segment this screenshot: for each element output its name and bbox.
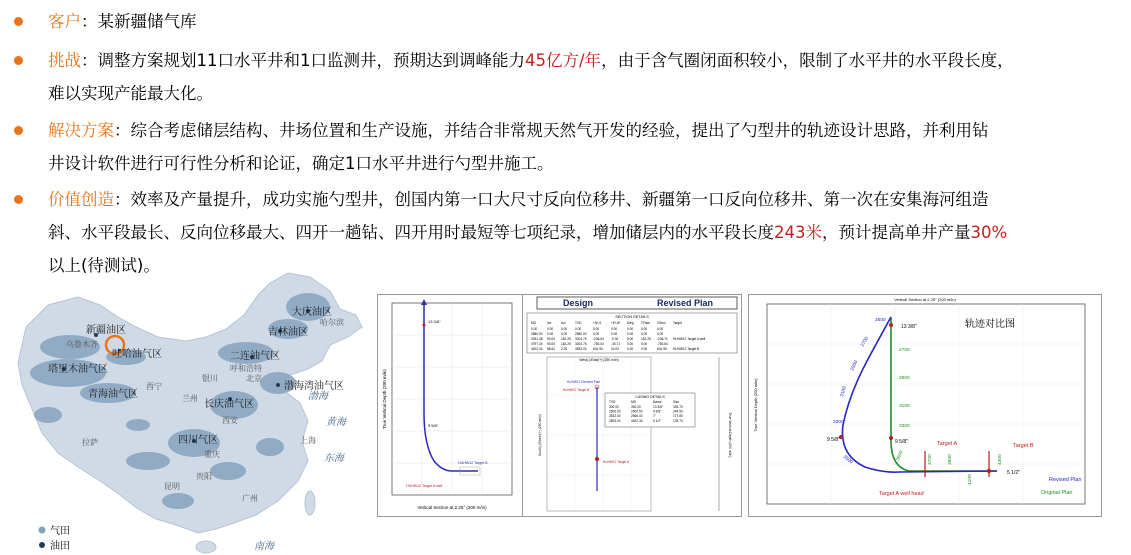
casing-cell: 4402.34 <box>631 418 643 423</box>
label-changqing: 长庆油气区 <box>204 399 254 410</box>
plot1-svg <box>378 295 523 516</box>
casing-cell: 139.70 <box>673 418 683 423</box>
value-label: 价值创造 <box>48 190 114 209</box>
label-qinghai: 青海油气区 <box>88 389 138 400</box>
bullet-dot <box>14 17 23 26</box>
plan-view-target-a-label: HUHW12 Target A <box>603 460 629 464</box>
section-cell: HUHW12 Target B <box>673 347 700 351</box>
section-cell: 0.00 <box>611 327 618 331</box>
casing-cell: 13 3/8" <box>653 405 663 409</box>
section-cell: 604.96 <box>657 347 667 351</box>
section-cell: 2880.00 <box>575 332 587 336</box>
capacity-highlight: 45亿方/年 <box>525 51 602 70</box>
label-target-b: Target B <box>1013 443 1034 449</box>
section-cell: 604.50 <box>593 347 603 351</box>
legend-gas-label: 气田 <box>50 526 70 537</box>
casing-cell: 7" <box>653 414 656 419</box>
section-cell: 5.00 <box>627 337 634 341</box>
legend-oil-swatch <box>39 542 45 548</box>
section-cell: 0.00 <box>593 332 600 336</box>
plot1-casing-top-marker <box>423 324 426 327</box>
section-cell: 90.00 <box>547 337 555 341</box>
label-sea-huanghai: 黄海 <box>326 417 346 428</box>
label-urumqi: 乌鲁木齐 <box>66 340 98 349</box>
casing-cell: 300.00 <box>631 405 641 409</box>
md-3700: 3700 <box>928 454 933 465</box>
section-cell: 0.00 <box>641 342 648 346</box>
section-cell: -9.30 <box>611 337 619 341</box>
plot2-revised-title: Revised Plan <box>657 298 714 308</box>
label-kunming: 昆明 <box>164 482 180 491</box>
label-wellhead: Target A well head <box>879 491 924 497</box>
section-cell: -30.71 <box>611 342 621 346</box>
section-cell: 0.00 <box>531 327 538 331</box>
section-cell: 3204.76 <box>575 337 587 341</box>
casing-marker-mid-original <box>889 436 893 440</box>
label-haerbin: 哈尔滨 <box>320 318 344 327</box>
label-bohaiwan: 渤海湾油气区 <box>284 381 344 392</box>
section-col-header: VSect <box>657 321 666 325</box>
section-col-header: Dleg <box>627 321 634 325</box>
label-erlian: 二连油气区 <box>230 351 280 362</box>
label-xinjiang: 新疆油区 <box>86 325 126 336</box>
label-huhehaote: 呼和浩特 <box>230 364 262 373</box>
casing-cell: 2500.00 <box>631 409 643 414</box>
label-tarim: 塔里木油气区 <box>48 364 108 375</box>
map-svg <box>8 265 365 555</box>
md-3500a: 3500 <box>841 454 854 466</box>
md-2700a: 2700 <box>860 336 871 348</box>
plot2-svg <box>523 295 741 516</box>
label-guangzhou: 广州 <box>242 494 258 503</box>
casing-col-header: TVD <box>609 400 616 404</box>
casing-cell: 3532.00 <box>609 414 621 419</box>
section-table-title: SECTION DETAILS <box>615 315 649 319</box>
section-cell: 182.25 <box>641 337 651 341</box>
casing-cell: 2500.00 <box>609 409 621 414</box>
section-cell: -782.04 <box>593 342 604 346</box>
legend-oil-label: 油田 <box>50 541 70 552</box>
section-cell: 0.00 <box>627 332 634 336</box>
bullet-client: 客户：某新疆储气库 <box>14 5 1124 38</box>
original-plan-trajectory <box>891 317 997 471</box>
bullet-solution: 解决方案：综合考虑储层结构、井场位置和生产设施，并结合非常规天然气开发的经验，提出了勺型井的轨迹设计思路，并利用钻 井设计软件进行可行性分析和论证，确定1口水平井进行勺型井施工。 <box>14 114 1124 180</box>
plan-view-xlabel: West(-)/East(+) (250 m/in) <box>579 358 619 362</box>
label-tuha: 吐哈油气区 <box>112 349 162 360</box>
legend-gas-swatch <box>39 527 46 534</box>
section-cell: 182.25 <box>561 337 571 341</box>
section-cell: 2880.00 <box>531 332 543 336</box>
casing-cell: 2566.00 <box>631 414 643 419</box>
md-3100b: 3100 <box>899 404 910 409</box>
section-cell: 0.00 <box>627 327 634 331</box>
plot3-header: Vertical Section at 2.25° (200 m/in) <box>894 297 956 302</box>
plot1-wellhead-marker <box>421 299 427 305</box>
section-col-header: TVD <box>575 321 582 325</box>
md-2900b: 2900 <box>899 376 910 381</box>
bullet-challenge: 挑战：调整方案规划11口水平井和1口监测井，预期达到调峰能力45亿方/年，由于含气圈闭面积较小，限制了水平井的水平段长度， 难以实现产能最大化。 <box>14 44 1124 110</box>
legend-revised: Revised Plan <box>1049 477 1082 483</box>
section-cell: 182.25 <box>561 342 571 346</box>
section-cell: -236.71 <box>657 337 668 341</box>
label-daqing: 大庆油区 <box>292 307 332 318</box>
md-3500b: 3500 <box>896 449 905 462</box>
section-cell: 0.00 <box>657 327 664 331</box>
plot1-ann-target: HUHW12 Target B <box>458 461 488 465</box>
casing-marker-top <box>889 323 893 327</box>
section-details-table <box>531 321 705 351</box>
section-cell: 0.00 <box>561 332 568 336</box>
side-tvd-label: True Vertical Depth (200 m/in) <box>728 412 732 458</box>
section-cell: 2.25 <box>561 347 568 351</box>
section-cell: 4402.34 <box>531 347 543 351</box>
bullet-dot <box>14 126 23 135</box>
percent-highlight: 30% <box>970 223 1008 242</box>
section-col-header: +E/-W <box>611 321 620 325</box>
label-xian: 西安 <box>222 416 238 425</box>
label-bottom-casing: 5 1/2" <box>1007 470 1020 476</box>
label-chongqing: 重庆 <box>204 450 220 459</box>
label-guiyang: 贵阳 <box>196 472 212 481</box>
section-cell: -236.54 <box>593 337 604 341</box>
section-cell: 0.00 <box>593 327 600 331</box>
md-3100a: 3100 <box>840 385 848 398</box>
section-cell: 0.00 <box>641 332 648 336</box>
section-cell: -782.64 <box>657 342 668 346</box>
plot3-svg <box>749 295 1101 516</box>
label-sea-nanhai: 南海 <box>254 541 274 552</box>
section-cell: 0.00 <box>657 332 664 336</box>
plot1-xlabel: Vertical Section at 2.25° (200 m/in) <box>417 505 487 510</box>
label-jilin: 吉林油区 <box>268 327 308 338</box>
label-target-a: Target A <box>937 441 958 447</box>
md-3300b: 3300 <box>899 424 910 429</box>
plot3-ylabel: True Vertical Depth (200 m/in) <box>753 378 758 432</box>
plot1-ann-top: 13 3/8" <box>428 319 441 324</box>
casing-col-header: MD <box>631 400 636 404</box>
md-4300: 4300 <box>998 454 1003 465</box>
bullet-dot <box>14 56 23 65</box>
section-cell: 0.00 <box>641 347 648 351</box>
md-2700b: 2700 <box>899 348 910 353</box>
casing-cell: 5 1/2" <box>653 418 662 423</box>
section-cell: 0.00 <box>611 332 618 336</box>
client-label: 客户 <box>48 12 81 31</box>
section-cell: 88.62 <box>547 347 555 351</box>
label-xining: 西宁 <box>146 382 162 391</box>
label-yinchuan: 银川 <box>202 374 218 383</box>
challenge-label: 挑战 <box>48 51 81 70</box>
casing-cell: 300.00 <box>609 405 619 409</box>
plot3-title: 轨迹对比图 <box>965 319 1015 330</box>
trajectory-comparison-plot <box>748 294 1102 517</box>
casing-cell: 177.80 <box>673 414 683 419</box>
taiwan-island <box>305 491 315 515</box>
label-mid-casing2: 9 5/8" <box>895 439 908 445</box>
plot1-ylabel: True Vertical Depth (200 m/in) <box>382 369 387 429</box>
plan-view-target-a <box>595 457 599 461</box>
plan-view-legend: HUHW12 Revised Plan <box>567 380 601 384</box>
section-col-header: Inc <box>547 321 552 325</box>
section-cell: 3797.34 <box>531 342 543 346</box>
casing-cell: 244.50 <box>673 409 683 414</box>
length-highlight: 243米 <box>774 223 822 242</box>
section-cell: 0.00 <box>561 327 568 331</box>
section-col-header: TFace <box>641 321 651 325</box>
md-2900a: 2900 <box>850 360 860 372</box>
casing-col-header: Name <box>653 400 662 404</box>
section-col-header: Azi <box>561 321 566 325</box>
plan-view-target-b-label: HUHW12 Target B <box>563 388 590 392</box>
china-field-map <box>8 265 365 555</box>
section-cell: 3593.00 <box>575 347 587 351</box>
label-lasa: 拉萨 <box>82 438 98 447</box>
casing-cell: 9 5/8" <box>653 409 662 414</box>
casing-col-header: Size <box>673 400 680 404</box>
plot1-ann-mid: 9 5/8" <box>428 423 439 428</box>
section-cell: 0.00 <box>627 342 634 346</box>
label-beijing: 北京 <box>246 374 262 383</box>
md-3900: 3900 <box>948 454 953 465</box>
md-2500: 2500 <box>875 318 886 323</box>
md-3300a: 3300 <box>833 420 844 425</box>
label-shanghai: 上海 <box>300 436 316 445</box>
section-cell: 3204.76 <box>575 342 587 346</box>
label-lanzhou: 兰州 <box>182 394 198 403</box>
vertical-section-plot <box>377 294 524 517</box>
casing-table-title: CASING DETAILS <box>635 395 665 399</box>
section-col-header: MD <box>531 321 536 325</box>
bullet-dot <box>14 195 23 204</box>
section-col-header: +N/-S <box>593 321 602 325</box>
client-text: 某新疆储气库 <box>97 12 197 31</box>
label-mid-casing: 9 5/8" <box>827 437 840 443</box>
hainan-island <box>196 541 216 553</box>
design-details-panel <box>522 294 742 517</box>
casing-cell: 339.70 <box>673 405 683 409</box>
label-sichuan: 四川气区 <box>178 435 218 446</box>
legend-original: Original Plan <box>1041 490 1073 496</box>
label-sea-donghai: 东海 <box>324 453 344 464</box>
plan-view-ylabel: South(-)/North(+) (250 m/in) <box>538 414 542 456</box>
plot2-design-title: Design <box>563 298 594 308</box>
section-cell: 3251.48 <box>531 337 543 341</box>
plot3-grid <box>767 304 1085 504</box>
section-cell: 0.00 <box>547 332 554 336</box>
bullet-value: 价值创造：效率及产量提升，成功实施勺型井，创国内第一口大尺寸反向位移井、新疆第一口反向位移井、第一次在安集海河组造 斜、水平段最长、反向位移最大、四开一趟钻、四开用时最短等七项纪录，增加储层内的水平段长度243米，预计提高单井产量30% 以上(待测试)。 <box>14 183 1124 282</box>
label-top-casing: 13 3/8" <box>901 324 917 330</box>
casing-cell: 3593.00 <box>609 418 621 423</box>
md-4100: 4100 <box>968 474 973 485</box>
section-cell: 0.00 <box>575 327 582 331</box>
plot3-frame <box>767 304 1085 504</box>
section-col-header: Target <box>673 321 682 325</box>
section-cell: 24.00 <box>611 347 619 351</box>
plot1-trajectory <box>424 305 478 471</box>
section-cell: 0.00 <box>627 347 634 351</box>
plot1-ann-target2: HUHW12 Target A well <box>406 484 443 488</box>
section-cell: 0.00 <box>641 327 648 331</box>
plot1-grid <box>392 303 512 495</box>
section-cell: 90.00 <box>547 342 555 346</box>
solution-label: 解决方案 <box>48 121 114 140</box>
section-cell: HUHW12 Target A well <box>673 337 706 341</box>
section-cell: 0.00 <box>547 327 554 331</box>
label-sea-bohai: 渤海 <box>308 391 328 402</box>
